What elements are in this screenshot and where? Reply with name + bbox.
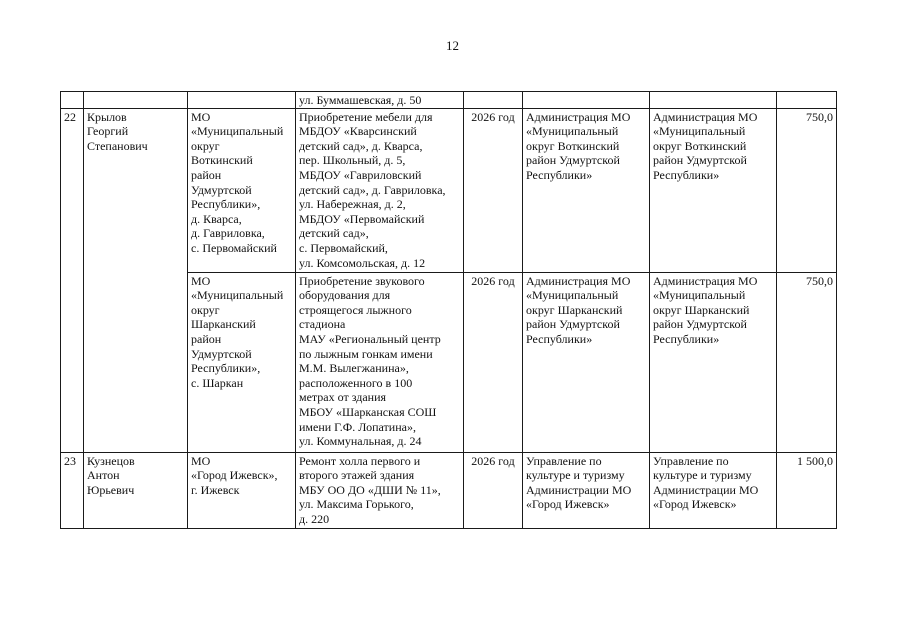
table-row (61, 92, 837, 109)
year-cell: 2026 год (464, 452, 523, 528)
row-number (61, 92, 84, 109)
municipality-cell: МО «Муниципальный округ Шарканский район Удмуртской Республики», с. Шаркан (188, 272, 296, 452)
executing-org: Администрация МО «Муниципальный округ Воткинский район Удмуртской Республики» (650, 108, 777, 272)
program-table (60, 91, 837, 529)
municipality-cell: МО «Муниципальный округ Воткинский район Удмуртской Республики», д. Кварса, д. Гавриловка, с. Первомайский (188, 108, 296, 272)
responsible-org: Управление по культуре и туризму Администрации МО «Город Ижевск» (523, 452, 650, 528)
municipality-cell: МО «Город Ижевск», г. Ижевск (188, 452, 296, 528)
responsible-org: Администрация МО «Муниципальный округ Воткинский район Удмуртской Республики» (523, 108, 650, 272)
project-description: ул. Буммашевская, д. 50 (296, 92, 464, 109)
project-description: Приобретение мебели для МБДОУ «Кварсинский детский сад», д. Кварса, пер. Школьный, д. 5, МБДОУ «Гавриловский детский сад», д. Гавриловка, ул. Набережная, д. 2, МБДОУ «Первомайский детский сад», с. Первомайский, ул. Комсомольская, д. 12 (296, 108, 464, 272)
year-cell: 2026 год (464, 108, 523, 272)
amount-cell (777, 92, 837, 109)
project-description: Ремонт холла первого и второго этажей здания МБУ ОО ДО «ДШИ № 11», ул. Максима Горького, д. 220 (296, 452, 464, 528)
amount-cell: 750,0 (777, 272, 837, 452)
year-cell: 2026 год (464, 272, 523, 452)
municipality-cell (188, 92, 296, 109)
executing-org (650, 92, 777, 109)
row-number: 23 (61, 452, 84, 528)
executing-org: Управление по культуре и туризму Администрации МО «Город Ижевск» (650, 452, 777, 528)
project-description: Приобретение звукового оборудования для строящегося лыжного стадиона МАУ «Региональный центр по лыжным гонкам имени М.М. Вылегжанина», расположенного в 100 метрах от здания МБОУ «Шарканская СОШ имени Г.Ф. Лопатина», ул. Коммунальная, д. 24 (296, 272, 464, 452)
table-row (61, 452, 837, 528)
amount-cell: 750,0 (777, 108, 837, 272)
deputy-name: Крылов Георгий Степанович (84, 108, 188, 452)
table-row (61, 108, 837, 272)
amount-cell: 1 500,0 (777, 452, 837, 528)
executing-org: Администрация МО «Муниципальный округ Шарканский район Удмуртской Республики» (650, 272, 777, 452)
deputy-name (84, 92, 188, 109)
responsible-org: Администрация МО «Муниципальный округ Шарканский район Удмуртской Республики» (523, 272, 650, 452)
deputy-name: Кузнецов Антон Юрьевич (84, 452, 188, 528)
page-number: 12 (446, 38, 459, 53)
row-number: 22 (61, 108, 84, 452)
year-cell (464, 92, 523, 109)
responsible-org (523, 92, 650, 109)
